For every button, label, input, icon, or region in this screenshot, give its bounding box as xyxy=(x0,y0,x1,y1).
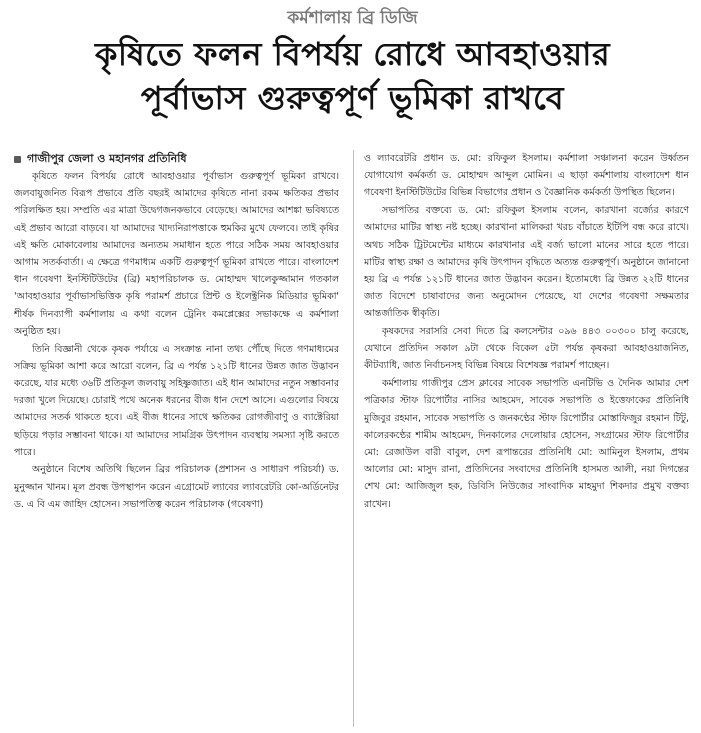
byline-text: গাজীপুর জেলা ও মহানগর প্রতিনিধি xyxy=(27,152,187,165)
kicker: কর্মশালায় ব্রি ডিজি xyxy=(287,8,418,28)
headline-line-1: কৃষিতে ফলন বিপর্যয় রোধে আবহাওয়ার xyxy=(94,35,611,73)
headline-line-2: পূর্বাভাস গুরুত্বপূর্ণ ভূমিকা রাখবে xyxy=(140,79,565,117)
paragraph: কৃষকদের সরাসরি সেবা দিতে ব্রি কলসেন্টার ০৯৬ ৪৪৩ ০০৩০০ চালু করেছে, যেখানে প্রতিদিন সকাল ৯টা থেকে বিকেল ৫টা পর্যন্ত কৃষকরা আবহাওয়াজনিত, কীটব্যাধি, জাত নির্বাচনসহ বিভিন্ন বিষয়ে বিশেষজ্ঞ পরামর্শ পাচ্ছেন। xyxy=(364,326,689,372)
article-body xyxy=(14,150,689,727)
headline xyxy=(14,32,691,120)
paragraph: ও ল্যাবরেটরি প্রধান ড. মো: রফিকুল ইসলাম। কর্মশালা সঞ্চালনা করেন উর্ধ্বতন যোগাযোগ কর্মকর্তা ড. মোহাম্মদ আব্দুল মোমিন। এ ছাড়া কর্মশালায় বাংলাদেশ ধান গবেষণা ইনস্টিটিউটের বিভিন্ন বিভাগের প্রধান ও বৈজ্ঞানিক কর্মকর্তা উপস্থিত ছিলেন। xyxy=(364,153,689,199)
column-right xyxy=(353,150,689,727)
byline xyxy=(14,150,339,168)
bullet-icon xyxy=(14,156,21,163)
paragraph: কর্মশালায় গাজীপুর প্রেস ক্লাবের সাবেক সভাপতি এনটিভি ও দৈনিক আমার দেশ পত্রিকার স্টাফ রিপোর্টার নাসির আহমেদ, সাবেক সভাপতি ও ইত্তেফাকের প্রতিনিধি মুজিবুর রহমান, সাবেক সভাপতি ও জনকণ্ঠের স্টাফ রিপোর্টার মোস্তাফিজুর রহমান টিটু, কালেরকণ্ঠের শামীম আহমেদ, দিনকালের দেলোয়ার হোসেন, সংগ্রামের স্টাফ রিপোর্টার মো: রেজাউল বারী বাবুল, দেশ রূপান্তরের প্রতিনিধি মো: আমিনুল ইসলাম, প্রথম আলোর মো: মাসুদ রানা, প্রতিদিনের সংবাদের প্রতিনিধি হাসমত আলী, নয়া দিগন্তের শেখ মো: আজিজুল হক, ডিবিসি নিউজের সাংবাদিক মাহমুদা শিকদার প্রমুখ বক্তব্য রাখেন। xyxy=(364,378,689,510)
paragraph: তিনি বিজ্ঞানী থেকে কৃষক পর্যায়ে এ সংক্রান্ত নানা তথ্য পৌঁছে দিতে গণমাধ্যমের সক্রিয় ভূমিকা আশা করে আরো বলেন, ব্রি এ পর্যন্ত ১২১টি ধানের উন্নত জাত উদ্ভাবন করেছে, যার মধ্যে ৩৬টি প্রতিকূল জলবায়ু সহিষ্ণুজাত। এই ধান আমাদের নতুন সম্ভাবনার দরজা খুলে দিয়েছে। চোরাই পথে অনেক ধরনের বীজ ধান দেশে আসে। এগুলোর বিষয়ে আমাদের সতর্ক থাকতে হবে। এই বীজ ধানের সাথে ক্ষতিকর রোগজীবাণু ও ব্যাক্টেরিয়া ছড়িয়ে পড়ার সম্ভাবনা থাকে। যা আমাদের সামগ্রিক উৎপাদন ব্যবস্থায় সমস্যা সৃষ্টি করতে পারে। xyxy=(14,343,339,458)
column-left xyxy=(14,150,339,727)
paragraph: কৃষিতে ফলন বিপর্যয় রোধে আবহাওয়ার পূর্বাভাস গুরুত্বপূর্ণ ভূমিকা রাখবে। জলবায়ুজনিত বিরূপ প্রভাবে প্রতি বছরই আমাদের কৃষিতে নানা রকম ক্ষতিকর প্রভাব পরিলক্ষিত হয়। সম্প্রতি এর মাত্রা উদ্বেগজনকভাবে বেড়েছে। আমাদের আশঙ্কা ভবিষ্যতে এই প্রভাব আরো বাড়বে। যা আমাদের খাদ্যনিরাপত্তাকে হুমকির মুখে ফেলবে। তাই কৃষির এই ক্ষতি মোকাবেলায় আমাদের অন্যতম সমাধান হতে পারে সঠিক সময় আবহাওয়ার আগাম সতর্কবার্তা। এ ক্ষেত্রে গণমাধ্যম একটি গুরুত্বপূর্ণ ভূমিকা রাখতে পারে। বাংলাদেশ ধান গবেষণা ইনস্টিটিউটের (ব্রি) মহাপরিচালক ড. মোহাম্মদ খালেকুজ্জামান গতকাল 'আবহাওয়ার পূর্বাভাসভিত্তিক কৃষি পরামর্শ প্রচারে প্রিন্ট ও ইলেক্ট্রনিক মিডিয়ার ভূমিকা' শীর্ষক দিনব্যাপী কর্মশালায় এ কথা বলেন ট্রেনিং কমপ্লেক্সের সভাকক্ষে এ কর্মশালা অনুষ্ঠিত হয়। xyxy=(14,171,339,337)
paragraph: অনুষ্ঠানে বিশেষ অতিথি ছিলেন ব্রির পরিচালক (প্রশাসন ও সাধারণ পরিচর্যা) ড. মুনুজ্জান খানম। মূল প্রবন্ধ উপস্থাপন করেন এগ্রোমেট ল্যাবের ল্যাবরেটরি কো-অর্ডিনেটর ড. এ বি এম জাহিদ হোসেন। সভাপতিত্ব করেন পরিচালক (গবেষণা) xyxy=(14,464,339,510)
paragraph: সভাপতির বক্তব্যে ড. মো: রফিকুল ইসলাম বলেন, কারখানা বর্জ্যের কারণে আমাদের মাটির স্বাস্থ্য নষ্ট হচ্ছে। কারখানা মালিকরা খরচ বাঁচাতে ইটিপি বন্ধ করে রাখে। অথচ সঠিক ট্রিটমেন্টের মাধ্যমে কারখানার এই বর্জ্য ভালো মানের সারে হতে পারে। মাটির স্বাস্থ্য রক্ষা ও আমাদের কৃষি উৎপাদন বৃদ্ধিতে অত্যন্ত গুরুত্বপূর্ণ। অনুষ্ঠানে জানানো হয় ব্রি এ পর্যন্ত ১২১টি ধানের জাত উদ্ভাবন করেন। ইতোমধ্যে ব্রি উন্নত ২২টি ধানের জাত বিদেশে চাষাবাদের জন্য অনুমোদন পেয়েছে, যা দেশের গবেষণা সক্ষমতার আন্তর্জাতিক স্বীকৃতি। xyxy=(364,205,689,320)
